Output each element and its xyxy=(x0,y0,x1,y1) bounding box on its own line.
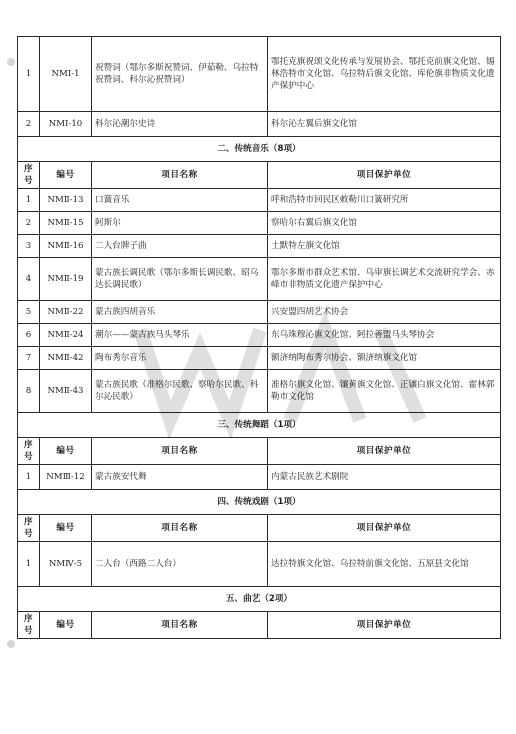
item-name: 二人台（西路二人台） xyxy=(92,542,268,587)
item-code: NMⅡ-15 xyxy=(40,212,92,235)
section-title: 三、传统舞蹈（1项） xyxy=(18,413,501,438)
row-number: 8 xyxy=(18,370,40,413)
header-row xyxy=(18,612,501,639)
row-number: 7 xyxy=(18,347,40,370)
item-name: 二人台牌子曲 xyxy=(92,235,268,258)
section-title: 四、传统戏剧（1项） xyxy=(18,490,501,515)
table-row xyxy=(18,370,501,413)
section-heading-row xyxy=(18,137,501,162)
item-code: NMⅡ-42 xyxy=(40,347,92,370)
protection-unit: 东乌珠穆沁旗文化馆、阿拉善盟马头琴协会 xyxy=(268,324,501,347)
binder-hole xyxy=(7,640,15,648)
item-name: 蒙古族四胡音乐 xyxy=(92,301,268,324)
protection-unit: 鄂托克旗祝颂文化传承与发展协会、鄂托克前旗文化馆、锡林浩特市文化馆、乌拉特后旗文化馆、库伦旗非物质文化遗产保护中心 xyxy=(268,37,501,112)
table-row xyxy=(18,465,501,490)
protection-unit: 科尔沁左翼后旗文化馆 xyxy=(268,112,501,137)
table-row xyxy=(18,258,501,301)
protection-unit: 额济纳陶布秀尔协会、额济纳旗文化馆 xyxy=(268,347,501,370)
col-header-number: 序号 xyxy=(18,515,40,542)
item-code: NMⅠ-10 xyxy=(40,112,92,137)
table-row xyxy=(18,301,501,324)
item-code: NMⅡ-22 xyxy=(40,301,92,324)
item-code: NMⅡ-19 xyxy=(40,258,92,301)
table-row xyxy=(18,347,501,370)
col-header-unit: 项目保护单位 xyxy=(268,515,501,542)
item-code: NMⅡ-16 xyxy=(40,235,92,258)
table-row xyxy=(18,189,501,212)
item-code: NMⅡ-43 xyxy=(40,370,92,413)
table-row xyxy=(18,542,501,587)
item-name: 口簧音乐 xyxy=(92,189,268,212)
item-name: 阿斯尔 xyxy=(92,212,268,235)
item-name: 祝赞词（鄂尔多斯祝赞词、伊茹勒、乌拉特祝赞词、科尔沁祝赞词） xyxy=(92,37,268,112)
col-header-code: 编号 xyxy=(40,438,92,465)
header-row xyxy=(18,438,501,465)
section-title: 五、曲艺（2项） xyxy=(18,587,501,612)
col-header-number: 序号 xyxy=(18,162,40,189)
section-heading-row xyxy=(18,587,501,612)
col-header-name: 项目名称 xyxy=(92,612,268,639)
protection-unit: 呼和浩特市回民区敕勒川口簧研究所 xyxy=(268,189,501,212)
col-header-code: 编号 xyxy=(40,612,92,639)
protection-unit: 准格尔旗文化馆、镶黄旗文化馆、正镶白旗文化馆、霍林郭勒市文化馆 xyxy=(268,370,501,413)
col-header-unit: 项目保护单位 xyxy=(268,162,501,189)
item-name: 陶布秀尔音乐 xyxy=(92,347,268,370)
row-number: 2 xyxy=(18,112,40,137)
row-number: 1 xyxy=(18,37,40,112)
heritage-list-table xyxy=(17,36,501,639)
section-heading-row xyxy=(18,490,501,515)
col-header-number: 序号 xyxy=(18,612,40,639)
item-code: NMⅡ-13 xyxy=(40,189,92,212)
item-code: NMⅣ-5 xyxy=(40,542,92,587)
table-row xyxy=(18,112,501,137)
row-number: 1 xyxy=(18,189,40,212)
col-header-name: 项目名称 xyxy=(92,438,268,465)
col-header-name: 项目名称 xyxy=(92,515,268,542)
item-name: 蒙古族长调民歌（鄂尔多斯长调民歌、昭乌达长调民歌） xyxy=(92,258,268,301)
header-row xyxy=(18,162,501,189)
binder-hole xyxy=(7,58,15,66)
section-title: 二、传统音乐（8项） xyxy=(18,137,501,162)
item-code: NMⅡ-24 xyxy=(40,324,92,347)
item-name: 蒙古族民歌（准格尔民歌、察哈尔民歌、科尔沁民歌） xyxy=(92,370,268,413)
col-header-code: 编号 xyxy=(40,515,92,542)
row-number: 1 xyxy=(18,465,40,490)
col-header-unit: 项目保护单位 xyxy=(268,612,501,639)
item-code: NMⅢ-12 xyxy=(40,465,92,490)
table-row xyxy=(18,212,501,235)
protection-unit: 达拉特旗文化馆、乌拉特前旗文化馆、五原县文化馆 xyxy=(268,542,501,587)
row-number: 2 xyxy=(18,212,40,235)
col-header-number: 序号 xyxy=(18,438,40,465)
row-number: 1 xyxy=(18,542,40,587)
section-heading-row xyxy=(18,413,501,438)
row-number: 4 xyxy=(18,258,40,301)
row-number: 5 xyxy=(18,301,40,324)
row-number: 6 xyxy=(18,324,40,347)
item-name: 潮尔——蒙古族马头琴乐 xyxy=(92,324,268,347)
protection-unit: 兴安盟四胡艺术协会 xyxy=(268,301,501,324)
item-code: NMⅠ-1 xyxy=(40,37,92,112)
table-row xyxy=(18,235,501,258)
col-header-code: 编号 xyxy=(40,162,92,189)
protection-unit: 土默特左旗文化馆 xyxy=(268,235,501,258)
protection-unit: 内蒙古民族艺术剧院 xyxy=(268,465,501,490)
table-row xyxy=(18,37,501,112)
protection-unit: 察哈尔右翼后旗文化馆 xyxy=(268,212,501,235)
col-header-name: 项目名称 xyxy=(92,162,268,189)
item-name: 蒙古族安代舞 xyxy=(92,465,268,490)
header-row xyxy=(18,515,501,542)
protection-unit: 鄂尔多斯市群众艺术馆、乌审旗长调艺术交流研究学会、赤峰市非物质文化遗产保护中心 xyxy=(268,258,501,301)
row-number: 3 xyxy=(18,235,40,258)
table-row xyxy=(18,324,501,347)
col-header-unit: 项目保护单位 xyxy=(268,438,501,465)
item-name: 科尔沁潮尔史诗 xyxy=(92,112,268,137)
